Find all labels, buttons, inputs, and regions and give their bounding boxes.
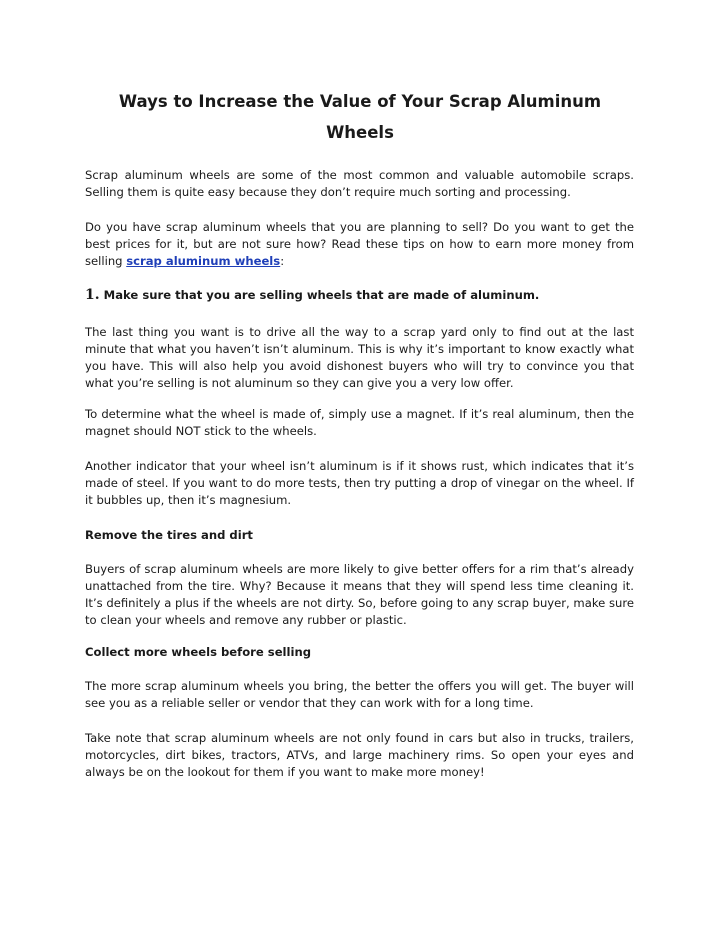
- section-2-heading: Remove the tires and dirt: [85, 528, 253, 542]
- section-1-paragraph-3: Another indicator that your wheel isn’t aluminum is if it shows rust, which indicates that it’s made of steel. If you want to do more tests, then try putting a drop of vinegar on the wheel. If it bubbles up, then it’s magnesium.: [85, 459, 634, 507]
- section-1-heading-text: Make sure that you are selling wheels that are made of aluminum.: [103, 288, 540, 302]
- page-title: Ways to Increase the Value of Your Scrap Aluminum Wheels: [118, 92, 602, 142]
- intro-paragraph-2: [85, 219, 634, 270]
- section-3-paragraph-1: The more scrap aluminum wheels you bring, the better the offers you will get. The buyer will see you as a reliable seller or vendor that they can work with for a long time.: [85, 679, 634, 710]
- section-1-paragraph-1: The last thing you want is to drive all the way to a scrap yard only to find out at the last minute that what you haven’t isn’t aluminum. This is why it’s important to know exactly what you have. This will also help you avoid dishonest buyers who will try to convince you that what you’re selling is not aluminum so they can give you a very low offer.: [85, 325, 634, 390]
- intro-paragraph-2-text: Do you have scrap aluminum wheels that you are planning to sell? Do you want to get the best prices for it, but are not sure how? Read these tips on how to earn more money from selling: [85, 220, 634, 268]
- section-1-paragraph-2: To determine what the wheel is made of, simply use a magnet. If it’s real aluminum, then the magnet should NOT stick to the wheels.: [85, 407, 634, 438]
- section-3-heading: Collect more wheels before selling: [85, 645, 312, 659]
- intro-paragraph-2-end: :: [280, 254, 285, 268]
- section-3-paragraph-2: Take note that scrap aluminum wheels are not only found in cars but also in trucks, trailers, motorcycles, dirt bikes, tractors, ATVs, and large machinery rims. So open your eyes and always be on the lookout for them if you want to make more money!: [85, 731, 634, 779]
- section-1-number: 1.: [85, 287, 100, 303]
- section-1-heading: [85, 287, 634, 304]
- scrap-aluminum-wheels-link[interactable]: scrap aluminum wheels: [126, 254, 281, 268]
- intro-paragraph-1: Scrap aluminum wheels are some of the most common and valuable automobile scraps. Selling them is quite easy because they don’t require much sorting and processing.: [85, 168, 634, 199]
- section-2-paragraph-1: Buyers of scrap aluminum wheels are more likely to give better offers for a rim that’s already unattached from the tire. Why? Because it means that they will spend less time cleaning it. It’s definitely a plus if the wheels are not dirty. So, before going to any scrap buyer, make sure to clean your wheels and remove any rubber or plastic.: [85, 562, 634, 627]
